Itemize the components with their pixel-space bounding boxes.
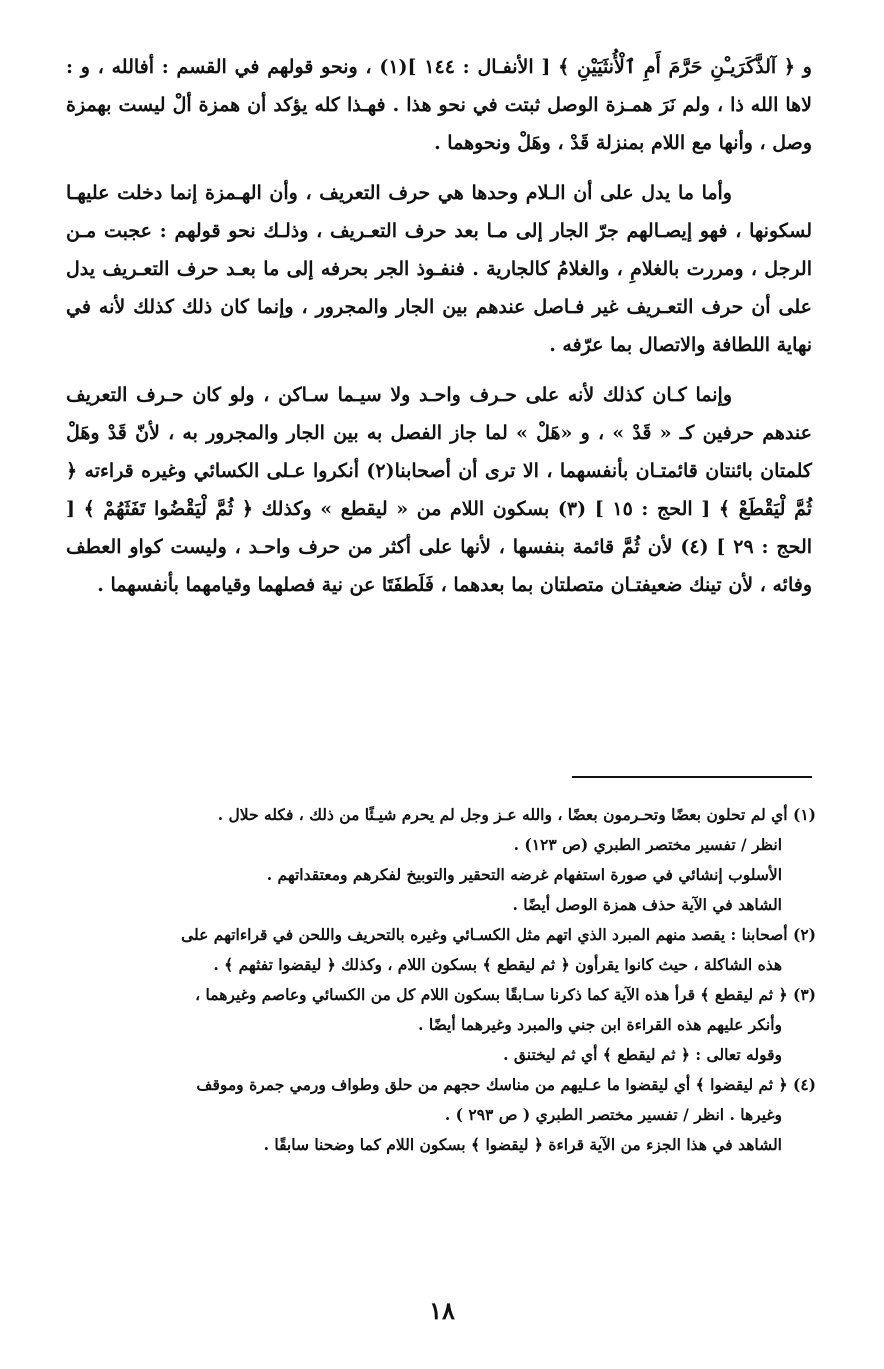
paragraph-2: وأما ما يدل على أن الـلام وحدها هي حرف التعريف ، وأن الهـمزة إنما دخلت عليهـا لسكونها ، فهو إيصـالهم جرّ الجار إلى مـا بعد حرف التعـريف ، وذلـك نحو قولهم : عجبت مـن الرجل ، ومررت بالغلامِ ، والغلامُ كالجارية . فنفـوذ الجر بحرفه إلى ما بعـد حرف التعـريف يدل على أن حرف التعـريف غير فـاصل عندهم بين الجار والمجرور ، وإنما كان ذلك كذلك لأنه في نهاية اللطافة والاتصال بما عرّفه . <box>66 182 812 356</box>
footnote-line: ﴿ ثم ليقضوا ﴾ أي ليقضوا ما عـليهم من مناسك حجهم من حلق وطواف ورمي جمرة وموقف <box>196 1075 788 1094</box>
footnote-line: الشاهد في هذا الجزء من الآية قراءة ﴿ ليقضوا ﴾ بسكون اللام كما وضحنا سابقًا . <box>263 1135 782 1154</box>
footnote-number: (٢) <box>792 925 816 944</box>
footnote-line: الأسلوب إنشائي في صورة استفهام غرضه التحقير والتوبيخ لفكرهم ومعتقداتهم . <box>266 865 782 884</box>
footnote-line: الشاهد في الآية حذف همزة الوصل أيضًا . <box>512 895 782 914</box>
footnote-3 <box>62 980 816 1070</box>
footnote-line: أي لم تحلون بعضًا وتحـرمون بعضًا ، والله عـز وجل لم يحرم شيـئًا من ذلك ، فكله حلال . <box>217 805 788 824</box>
paragraph-3: وإنما كـان كذلك لأنه على حـرف واحـد ولا سيـما سـاكن ، ولو كان حـرف التعريف عندهم حرفين كـ « قَدْ » ، و «هَلْ » لما جاز الفصل به بين الجار والمجرور به ، لأنّ قَدْ وهَلْ كلمتان بائنتان قائمتـان بأنفسهما ، الا ترى أن أصحابنا(٢) أنكروا عـلى الكسائي وغيره قراءته ﴿ ثُمَّ لْيَقْطَعْ ﴾ [ الحج : ١٥ ] (٣) بسكون اللام من « ليقطع » وكذلك ﴿ ثُمَّ لْيَقْضُوا تَفَثَهُمْ ﴾ [ الحج : ٢٩ ] (٤) لأن ثُمَّ قائمة بنفسها ، لأنها على أكثر من حرف واحـد ، وليست كواو العطف وفائه ، لأن تينك ضعيفتـان متصلتان بما بعدهما ، فَلَطفَتَا عن نية فصلهما وقيامهما بأنفسهما . <box>66 384 813 596</box>
footnote-line: ﴿ ثم ليقطع ﴾ قرأ هذه الآية كما ذكرنا سـابقًا بسكون اللام كل من الكسائي وعاصم وغيرهما ، <box>195 985 788 1004</box>
footnote-number: (٣) <box>792 985 816 1004</box>
footnote-number: (٤) <box>792 1075 816 1094</box>
footnote-line: وغيرها . انظر / تفسير مختصر الطبري ( ص ٢٩٣ ) . <box>444 1105 782 1124</box>
main-text <box>66 48 812 604</box>
footnote-line: وأنكر عليهم هذه القراءة ابن جني والمبرد وغيرهما أيضًا . <box>418 1015 782 1034</box>
footnote-number: (١) <box>792 805 816 824</box>
footnote-2 <box>62 920 816 980</box>
page-number: ١٨ <box>429 1296 455 1325</box>
paragraph-1: و ﴿ آلذَّكَرَيـْنِ حَرَّمَ أَمِ ٱلْأُنثَيَيْنِ ﴾ [ الأنفـال : ١٤٤ ](١) ، ونحو قولهم في القسم : أفالله ، و : لاها الله ذا ، ولم نَرَ همـزة الوصل ثبتت في نحو هذا . فهـذا كله يؤكد أن همزة ألْ ليست بهمزة وصل ، وأنها مع اللام بمنزلة قَدْ ، وهَلْ ونحوهما . <box>66 56 812 154</box>
footnote-line: هذه الشاكلة ، حيث كانوا يقرأون ﴿ ثم ليقطع ﴾ بسكون اللام ، وكذلك ﴿ ليقضوا تفثهم ﴾ . <box>213 955 782 974</box>
footnote-4 <box>62 1070 816 1160</box>
footnote-line: انظر / تفسير مختصر الطبري (ص ١٢٣) . <box>513 835 782 854</box>
footnotes <box>62 800 816 1160</box>
footnote-1 <box>62 800 816 920</box>
footnote-line: أصحابنا : يقصد منهم المبرد الذي اتهم مثل الكسـائي وغيره بالتحريف واللحن في قراءاتهم على <box>181 925 788 944</box>
footnote-separator <box>572 776 812 778</box>
footnote-line: وقوله تعالى : ﴿ ثم ليقطع ﴾ أي ثم ليختنق . <box>503 1045 782 1064</box>
